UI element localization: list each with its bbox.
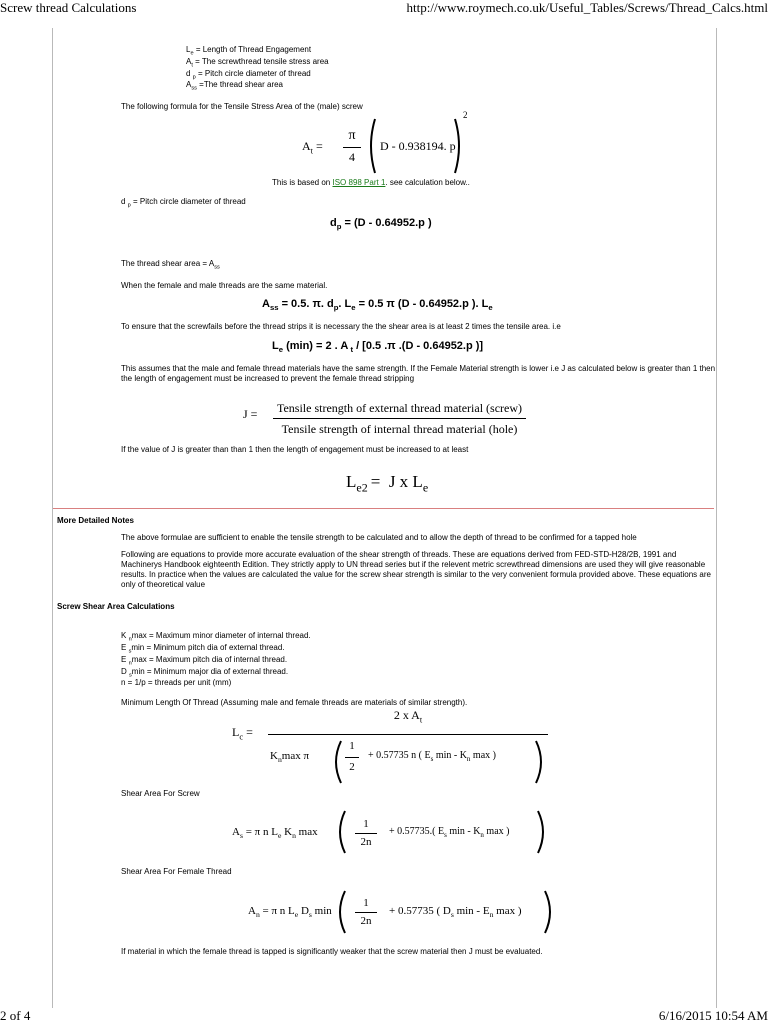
more-notes-heading: More Detailed Notes	[57, 516, 134, 525]
at-left-paren	[366, 118, 376, 174]
lc-den-b: + 0.57735 n ( $E_s$ min - $K_n$ max )	[368, 750, 496, 763]
an-frac-bar	[355, 912, 377, 913]
lc-half-den: 2	[349, 761, 355, 773]
le2-formula: $L_{e2} = J$ x $L_e$	[346, 472, 429, 495]
same-material: When the female and male threads are the same material.	[121, 281, 328, 290]
lc-half-num: 1	[349, 740, 355, 752]
lc-half-bar	[345, 757, 359, 758]
as-left-paren	[334, 810, 346, 854]
at-pi: π	[348, 128, 356, 143]
following-text: Following are equations to provide more accurate evaluation of the shear strength of threads. These are equations derived from FED-STD-H28/2B, 1991 and Machinerys Handbook eighteenth Edition. They strictly apply to UN thread series but if the relevent metric screwthread dimensions are used they will give reasonable results. In practice when the values are calculated the value for the screw shear strength is similar to the very convenient formula provided above. These equations are only of theoretical value	[121, 550, 711, 589]
page-url[interactable]: http://www.roymech.co.uk/Useful_Tables/Screws/Thread_Calcs.html	[406, 0, 768, 15]
def-dp: d $_p$ = Pitch circle diameter of thread	[186, 69, 311, 81]
an-right-paren	[544, 890, 556, 934]
dp-formula: $d_p = (D - 0.64952.p$ )	[330, 217, 432, 232]
j-numerator: Tensile strength of external thread material (screw)	[276, 401, 523, 415]
tensile-intro: The following formula for the Tensile Stress Area of the (male) screw	[121, 102, 363, 111]
page-title: Screw thread Calculations	[0, 0, 137, 15]
an-frac-num: 1	[363, 897, 369, 909]
ensure-text: To ensure that the screwfails before the thread strips it is necessary the the shear area is at least 2 times the tensile area. i.e	[121, 322, 561, 331]
at-four: 4	[349, 150, 355, 164]
iso-898-link[interactable]: ISO 898 Part 1	[332, 178, 386, 187]
def-es: E $_s$min = Minimum pitch dia of external thread.	[121, 643, 285, 655]
based-on: This is based on ISO 898 Part 1. see calculation below..	[272, 178, 470, 187]
def-en: E $_n$max = Maximum pitch dia of internal thread.	[121, 655, 288, 667]
def-ds: D $_s$min = Minimum major dia of external thread.	[121, 667, 289, 679]
at-exponent: 2	[463, 110, 468, 120]
j-lhs: J =	[243, 407, 258, 421]
lc-left-paren	[330, 740, 342, 784]
at-frac-bar	[343, 147, 361, 148]
at-body: D - 0.938194. p	[380, 139, 456, 153]
def-le: $L_e$ = Length of Thread Engagement	[186, 45, 312, 57]
an-frac-den: 2n	[360, 915, 372, 927]
an-lhs: $A_n = \pi$ n $L_e$ $D_s$ min	[248, 905, 332, 920]
dp-label: d $_p$ = Pitch circle diameter of thread	[121, 197, 246, 209]
as-frac-bar	[355, 833, 377, 834]
at-right-paren	[454, 118, 464, 174]
shear-area-label: The thread shear area = $A_{ss}$	[121, 259, 220, 271]
section-divider	[53, 508, 714, 509]
j-greater-text: If the value of J is greater than than 1 then the length of engagement must be increased to at least	[121, 445, 469, 454]
def-at: $A_t$ = The screwthread tensile stress area	[186, 57, 329, 69]
above-formulae: The above formulae are sufficient to enable the tensile strength to be calculated and to allow the depth of thread to be confirmed for a tapped hole	[121, 533, 637, 542]
lc-frac-bar	[268, 734, 548, 735]
lc-numerator: 2 x $A_t$	[393, 708, 423, 725]
def-n: n = 1/p = threads per unit (mm)	[121, 678, 232, 687]
ass-formula: $A_{ss} = 0.5$. π. $d_p$. $L_e = 0.5$ π (D - 0.64952.p ). $L_e$	[262, 298, 493, 313]
content-frame	[52, 28, 717, 1008]
if-material-text: If material in which the female thread is tapped is significantly weaker that the screw material then J must be evaluated.	[121, 947, 543, 956]
as-lhs: $A_s = \pi$ n $L_e$ $K_n$ max	[232, 826, 318, 841]
j-denominator: Tensile strength of internal thread material (hole)	[281, 422, 518, 436]
lc-den-a: $K_n\max$ π	[270, 750, 310, 765]
def-ass: $A_{ss} =The$ thread shear area	[186, 80, 284, 92]
page-number: 2 of 4	[0, 1008, 31, 1023]
as-tail: + 0.57735.( $E_s$ min - $K_n$ max )	[389, 826, 510, 839]
as-frac-den: 2n	[360, 836, 372, 848]
screw-shear-heading: Screw Shear Area Calculations	[57, 602, 175, 611]
assumes-text: This assumes that the male and female thread materials have the same strength. If the Female Material strength is lower i.e J as calculated below is greater than 1 then the length of engagement must be increased to prevent the female thread stripping	[121, 364, 716, 383]
at-lhs: $A_t$ =	[302, 139, 323, 156]
an-left-paren	[334, 890, 346, 934]
lc-right-paren	[535, 740, 547, 784]
as-frac-num: 1	[363, 818, 369, 830]
print-datetime: 6/16/2015 10:54 AM	[658, 1008, 768, 1023]
an-tail: + 0.57735 ( $D_s$ min - $E_n$ max )	[389, 905, 522, 920]
le-min-formula: $L_e$ (min) = 2 . A $_t$ / [0.5 .π .(D - 0.64952.p )]	[272, 340, 484, 355]
j-frac-bar	[273, 418, 526, 419]
min-length-text: Minimum Length Of Thread (Assuming male and female threads are materials of similar strength).	[121, 698, 468, 707]
shear-screw-label: Shear Area For Screw	[121, 789, 200, 798]
lc-lhs: $L_c$ =	[232, 725, 253, 742]
def-kn: K $_n$max = Maximum minor diameter of internal thread.	[121, 631, 311, 643]
as-right-paren	[537, 810, 549, 854]
shear-female-label: Shear Area For Female Thread	[121, 867, 232, 876]
